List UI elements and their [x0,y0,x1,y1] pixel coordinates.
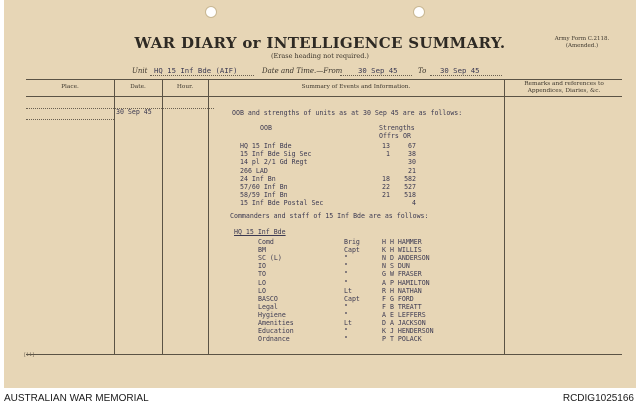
staff-role: Education [258,327,294,336]
staff-name: A P HAMILTON [382,278,430,287]
staff-role: LO [258,286,266,295]
staff-rank: " [344,262,348,271]
diary-sheet [4,0,636,388]
footer-reference: RCDIG1025166 [562,393,634,404]
staff-rank: " [344,310,348,319]
staff-name: H H HAMMER [382,238,422,246]
unit-underline [150,75,254,76]
unit-name: HQ 15 Inf Bde [240,142,292,150]
staff-name: K H WILLIS [382,246,422,255]
col-place: Place. [61,84,79,90]
form-note: (Amended.) [565,43,599,49]
staff-rank: Brig [344,238,360,246]
date-to-label: To [418,67,427,75]
staff-rank: " [344,302,348,311]
unit-or: 582 [404,174,416,183]
unit-or: 67 [408,142,416,150]
staff-rank: Capt [344,294,360,303]
column-divider [208,79,209,354]
form-code: [11] [24,352,35,358]
staff-role: TO [258,270,266,279]
footer-institution: AUSTRALIAN WAR MEMORIAL [4,393,149,404]
staff-role: LO [258,278,266,287]
col-summary: Summary of Events and Information. [301,84,411,90]
column-divider [504,79,505,354]
staff-role: Amenities [258,319,294,327]
staff-role: BM [258,246,266,255]
unit-label: Unit [132,67,148,75]
staff-name: G W FRASER [382,270,422,279]
table-header-rule [26,96,622,97]
unit-offrs: 13 [382,142,390,150]
entry-date: 30 Sep 45 [116,108,152,116]
column-divider [162,79,163,354]
staff-name: A E LEFFERS [382,310,426,319]
staff-rank: Lt [344,319,352,327]
form-subtitle: (Erase heading not required.) [271,52,369,60]
unit-or: 4 [412,199,416,208]
staff-name: K J HENDERSON [382,327,434,336]
staff-name: N D ANDERSON [382,254,430,263]
unit-offrs: 18 [382,174,390,183]
oob-label: OOB [260,124,272,132]
unit-or: 30 [408,158,416,167]
staff-role: Legal [258,302,278,311]
date-from-value: 30 Sep 45 [358,66,398,75]
unit-name: 14 pl 2/1 Gd Regt [240,158,308,167]
staff-role: Hygiene [258,310,286,319]
staff-name: F G FORD [382,294,414,303]
date-to-value: 30 Sep 45 [440,66,480,75]
unit-or: 21 [408,166,416,175]
archive-footer [0,388,640,408]
entry-intro: OOB and strengths of units as at 30 Sep 45 are as follows: [232,109,463,117]
table-top-rule [26,79,622,80]
strengths-label: Strengths [379,124,415,132]
punch-hole [413,6,425,18]
staff-rank: " [344,278,348,287]
col-hour: Hour. [176,84,194,90]
form-number: Army Form C.2118. [554,36,610,42]
staff-role: Ordnance [258,335,290,344]
unit-or: 518 [404,191,416,200]
staff-role: BASCO [258,294,278,303]
unit-name: 15 Inf Bde Sig Sec [240,150,312,159]
staff-role: Comd [258,238,274,246]
staff-rank: " [344,270,348,279]
table-bottom-rule [26,354,622,355]
date-from-underline [340,75,412,76]
punch-hole [205,6,217,18]
unit-offrs: 1 [386,150,390,159]
date-to-underline [430,75,502,76]
unit-name: 266 LAD [240,166,268,175]
staff-name: D A JACKSON [382,319,426,327]
staff-rank: Capt [344,246,360,255]
staff-name: R H NATHAN [382,286,422,295]
staff-role: IO [258,262,266,271]
or-label: OR [403,132,411,140]
unit-name: 58/59 Inf Bn [240,191,288,200]
unit-offrs: 22 [382,183,390,191]
unit-offrs: 21 [382,191,390,200]
unit-name: 15 Inf Bde Postal Sec [240,199,324,208]
form-title: WAR DIARY or INTELLIGENCE SUMMARY. [134,34,506,52]
unit-name: 24 Inf Bn [240,174,276,183]
unit-value: HQ 15 Inf Bde (AIF) [154,66,238,75]
staff-rank: Lt [344,286,352,295]
unit-or: 38 [408,150,416,159]
unit-name: 57/60 Inf Bn [240,183,288,191]
staff-intro: Commanders and staff of 15 Inf Bde are as follows: [230,212,429,220]
staff-rank: " [344,327,348,336]
staff-name: N S DUN [382,262,410,271]
staff-heading: HQ 15 Inf Bde [234,228,286,236]
staff-name: F B TREATT [382,302,422,311]
staff-role: SC (L) [258,254,282,263]
column-divider [114,79,115,354]
row-rule [26,119,114,120]
col-date: Date. [130,84,146,90]
staff-rank: " [344,254,348,263]
staff-name: P T POLACK [382,335,422,344]
unit-or: 527 [404,183,416,191]
offrs-label: Offrs [379,132,399,140]
staff-rank: " [344,335,348,344]
col-remarks: Remarks and references to Appendices, Diaries, &c. [524,81,604,94]
date-from-label: Date and Time.—From [262,67,343,75]
